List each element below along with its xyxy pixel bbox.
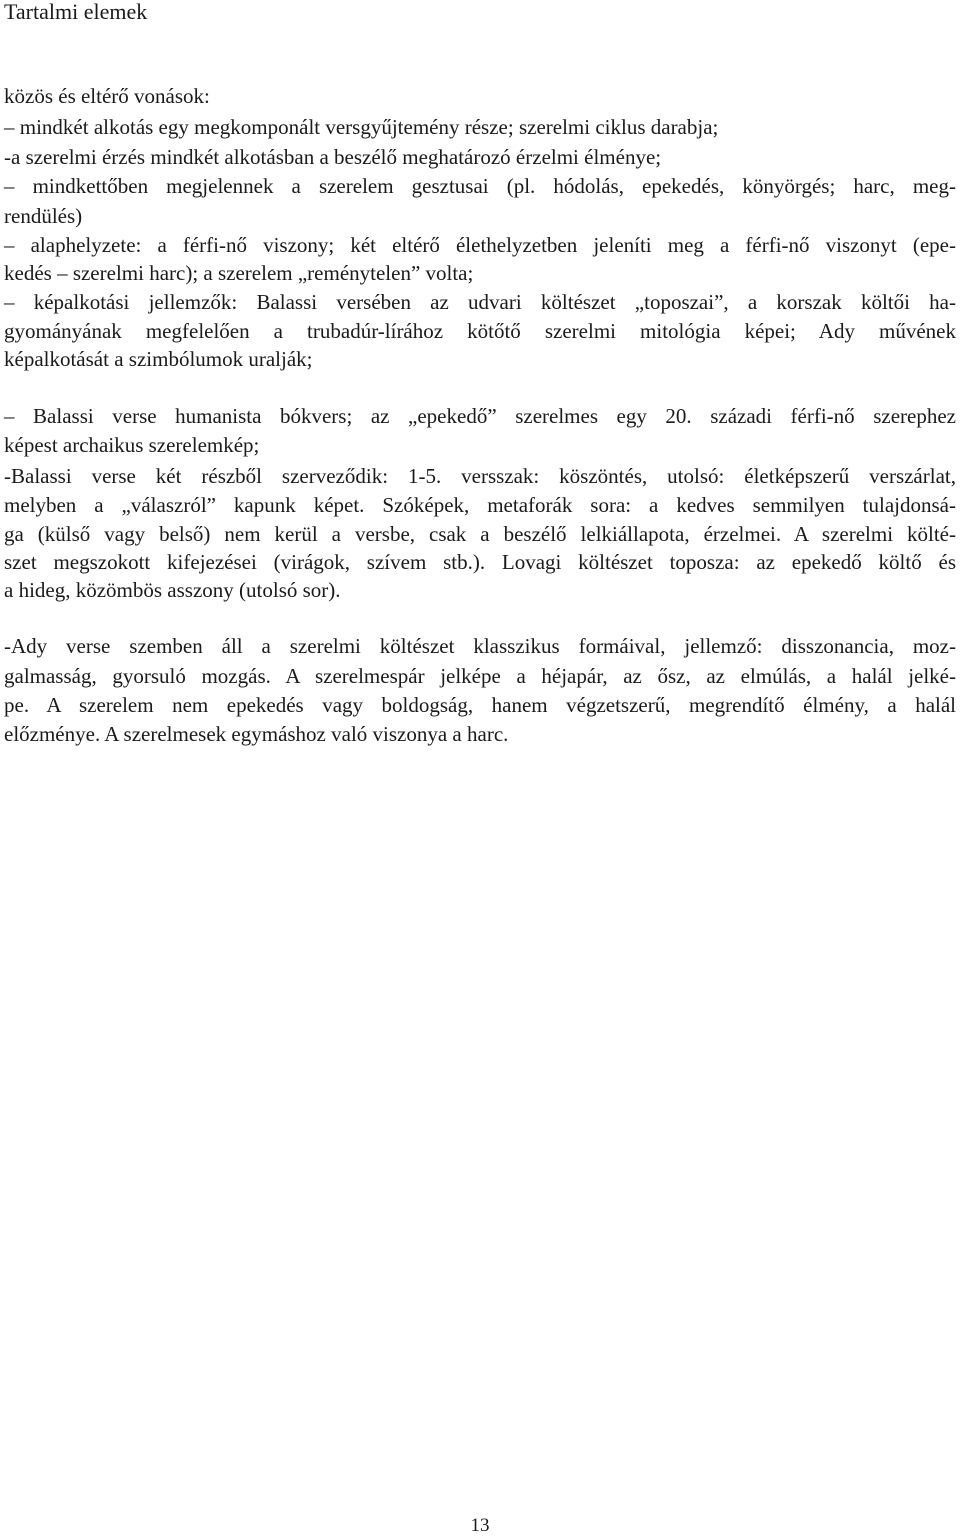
text-line: – képalkotási jellemzők: Balassi versében az udvari költészet „toposzai”, a korszak költői ha-	[4, 290, 956, 314]
text-line: – Balassi verse humanista bókvers; az „epekedő” szerelmes egy 20. századi férfi-nő szerephez	[4, 404, 956, 428]
text-line: -Ady verse szemben áll a szerelmi költészet klasszikus formáival, jellemző: disszonancia, moz-	[4, 634, 956, 658]
text-line: -a szerelmi érzés mindkét alkotásban a beszélő meghatározó érzelmi élménye;	[4, 145, 662, 169]
text-line: kedés – szerelmi harc); a szerelem „reménytelen” volta;	[4, 261, 474, 285]
text-line: képest archaikus szerelemkép;	[4, 433, 260, 457]
text-line: melyben a „válaszról” kapunk képet. Szóképek, metaforák sora: a kedves semmilyen tulajdonsá-	[4, 493, 956, 517]
text-line: ga (külső vagy belső) nem kerül a versbe, csak a beszélő lelkiállapota, érzelmei. A szerelmi költé-	[4, 522, 956, 546]
text-line: előzménye. A szerelmesek egymáshoz való viszonya a harc.	[4, 722, 509, 746]
text-line: rendülés)	[4, 204, 83, 228]
text-line: képalkotását a szimbólumok uralják;	[4, 347, 313, 371]
text-line: galmasság, gyorsuló mozgás. A szerelmespár jelképe a héjapár, az ősz, az elmúlás, a halál jelké-	[4, 664, 956, 688]
text-line: – mindkét alkotás egy megkomponált versgyűjtemény része; szerelmi ciklus darabja;	[4, 115, 719, 139]
text-line: – alaphelyzete: a férfi-nő viszony; két eltérő élethelyzetben jeleníti meg a férfi-nő viszonyt (epe-	[4, 233, 956, 257]
text-line: – mindkettőben megjelennek a szerelem gesztusai (pl. hódolás, epekedés, könyörgés; harc, meg-	[4, 174, 956, 198]
page-number: 13	[470, 1515, 490, 1536]
text-line: pe. A szerelem nem epekedés vagy boldogság, hanem végzetszerű, megrendítő élmény, a halál	[4, 693, 956, 717]
text-line: gyományának megfelelően a trubadúr-lírához kötőtő szerelmi mitológia képei; Ady művének	[4, 319, 956, 343]
text-line: -Balassi verse két részből szerveződik: 1-5. versszak: köszöntés, utolsó: életképszerű verszárlat,	[4, 464, 956, 488]
text-line: szet megszokott kifejezései (virágok, szívem stb.). Lovagi költészet toposza: az epekedő költő és	[4, 550, 956, 574]
page-title: Tartalmi elemek	[4, 0, 148, 24]
text-line: közös és eltérő vonások:	[4, 84, 210, 108]
text-line: a hideg, közömbös asszony (utolsó sor).	[4, 578, 341, 602]
